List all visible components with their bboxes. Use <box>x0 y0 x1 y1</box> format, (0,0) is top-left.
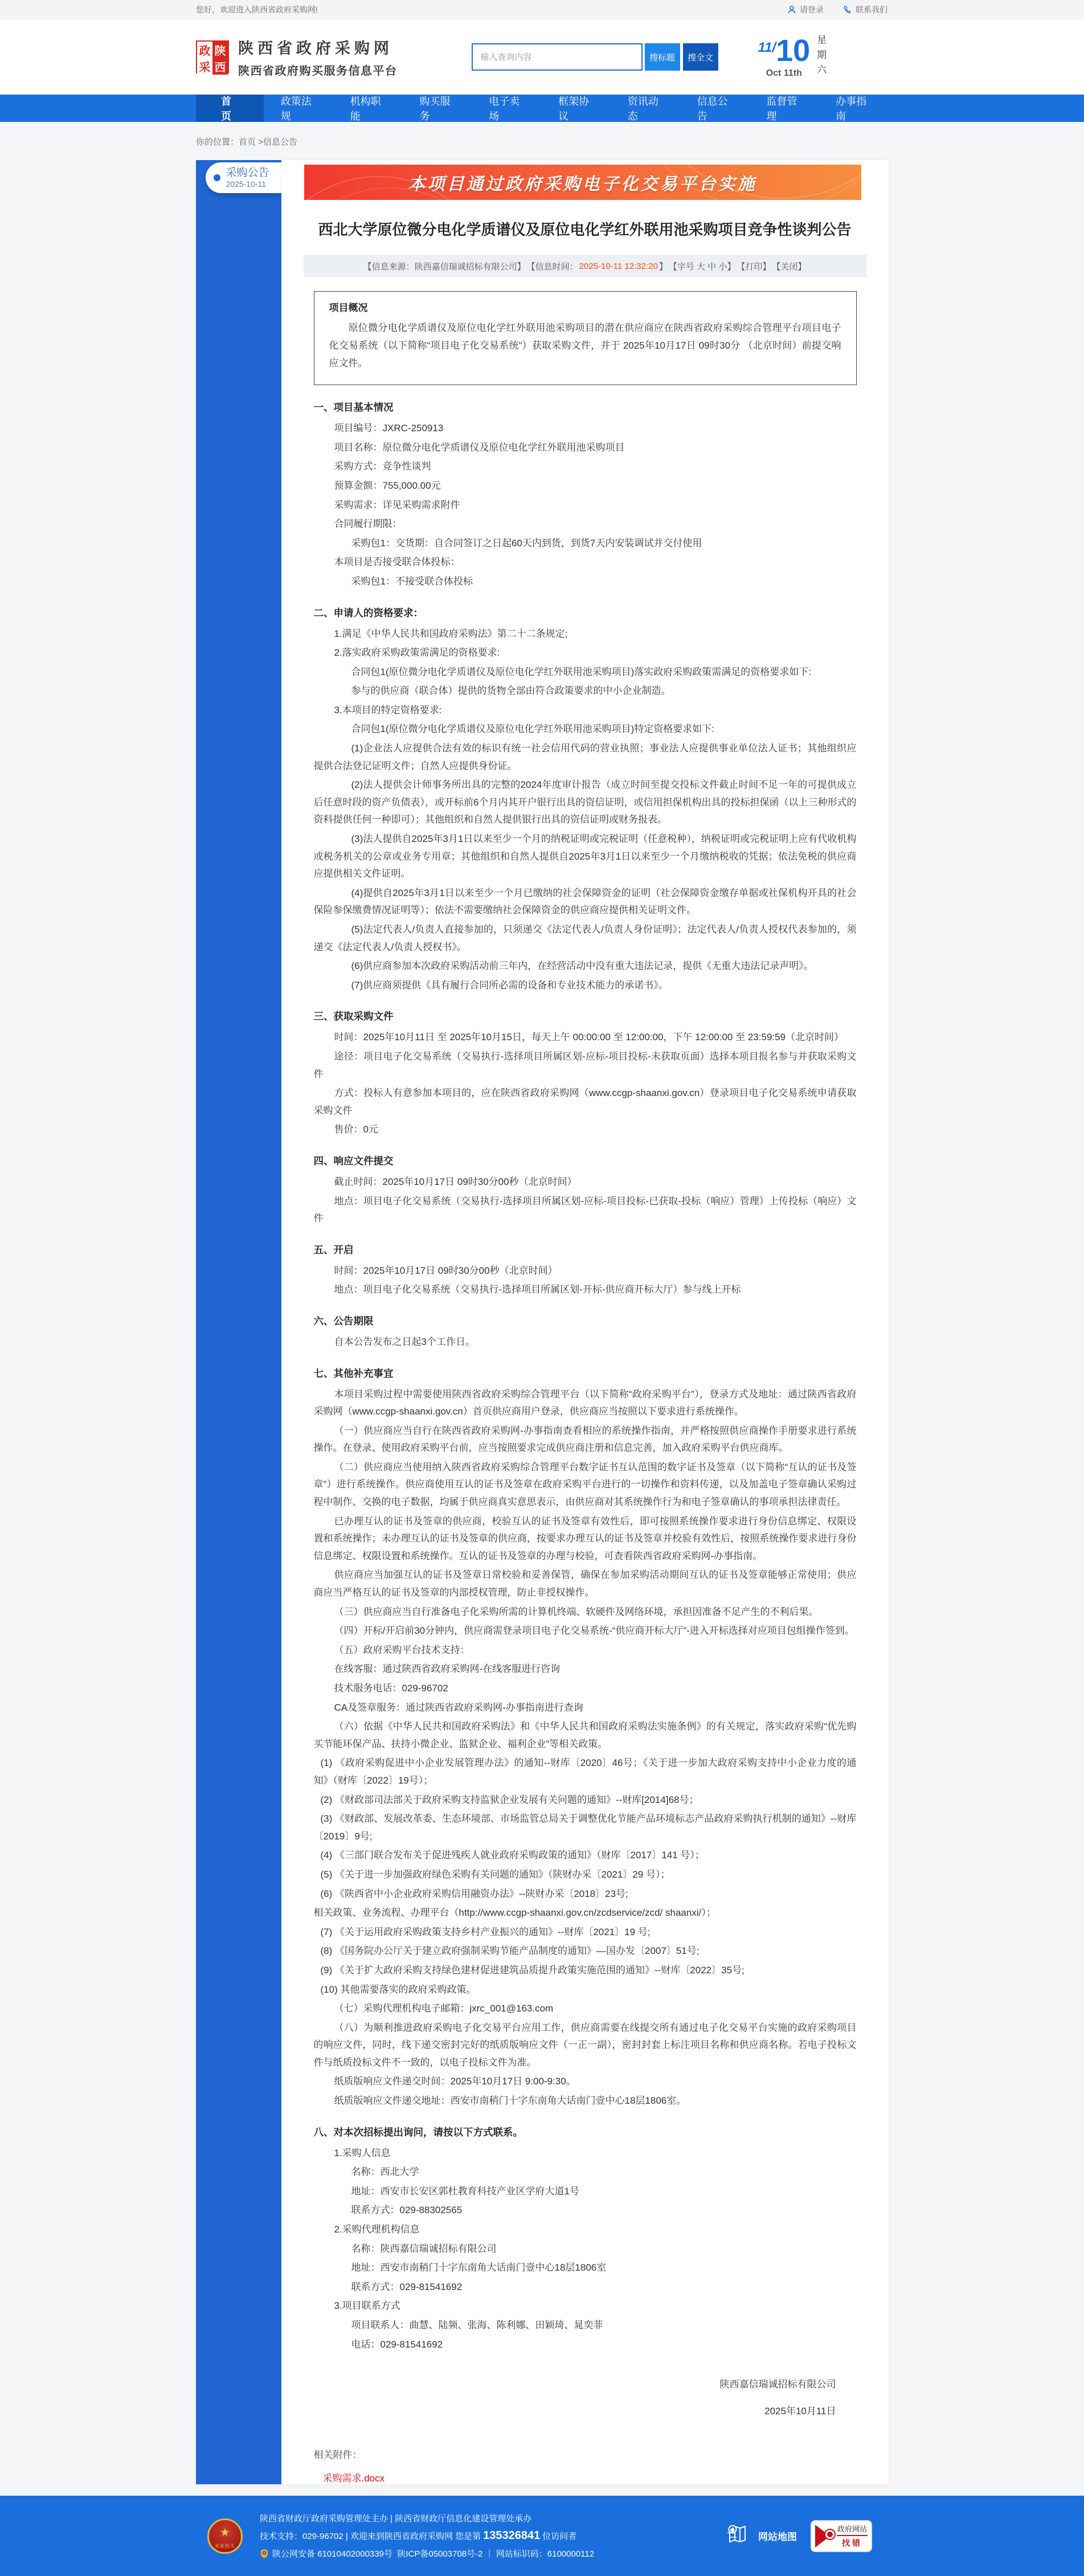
article-paragraph: 采购包1：不接受联合体投标 <box>351 575 473 587</box>
overview-text: 原位微分电化学质谱仪及原位电化学红外联用池采购项目的潜在供应商应在陕西省政府采购综合管理平台项目电子化交易系统（以下简称“项目电子化交易系统”）获取采购文件，并于 2025年10月17日 09时30分 （北京时间）前提交响应文件。 <box>329 322 841 369</box>
user-icon <box>787 5 796 14</box>
font-size-control[interactable]: 【字号 大 中 小】 <box>668 261 736 272</box>
footer-visitor-prefix: 技术支持：029-96702 | 欢迎来到陕西省政府采购网 您是第 <box>260 2532 481 2542</box>
weekday-char: 期 <box>817 50 827 60</box>
section-heading: 七、其他补充事宜 <box>313 1367 394 1379</box>
article-paragraph: (3) 《财政部、发展改革委、生态环境部、市场监管总局关于调整优化节能产品环境标志产品政府采购执行机制的通知》--财库〔2019〕9号; <box>313 1813 857 1842</box>
footer-visitor-suffix: 位访问者 <box>542 2532 577 2542</box>
sitemap-label: 网站地图 <box>758 2532 797 2543</box>
search-title-button[interactable]: 搜标题 <box>645 43 680 71</box>
article-paragraph: (2)法人提供会计师事务所出具的完整的2024年度审计报告（成立时间至提交投标文件截止时间不足一年的可提供成立后任意时段的资产负债表），或开标前6个月内其开户银行出具的资信证明，或信用担保机构出具的投标担保函（以上三种形式的资料提供任何一种即可）；其他组织和自然人提供银行出具的资信证明或财务报表。 <box>313 779 857 825</box>
article-paragraph: 参与的供应商（联合体）提供的货物全部由符合政策要求的中小企业制造。 <box>351 685 671 697</box>
contact-label: 联系我们 <box>856 5 887 14</box>
nav-item-6[interactable]: 框架协议 <box>558 96 590 122</box>
article-paragraph: 电话：029-81541692 <box>351 2338 443 2350</box>
login-label: 请登录 <box>800 5 824 14</box>
meta-time-prefix: 【信息时间： <box>526 261 578 272</box>
article-paragraph: 在线客服：通过陕西省政府采购网-在线客服进行咨询 <box>334 1663 561 1675</box>
article-paragraph: 纸质版响应文件递交地址：西安市南稍门十字东南角大话南门壹中心18层1806室。 <box>334 2095 686 2107</box>
close-button[interactable]: 【关闭】 <box>772 261 807 272</box>
breadcrumb-home-link[interactable]: 首页 <box>239 137 256 147</box>
article-paragraph: 1.采购人信息 <box>334 2147 391 2158</box>
article-paragraph: 项目名称：原位微分电化学质谱仪及原位电化学红外联用池采购项目 <box>334 441 625 453</box>
welcome-text: 您好，欢迎进入陕西省政府采购网! <box>196 5 318 14</box>
article-paragraph: 项目联系人：曲慧、陆频、张海、陈利娜、田颖琦、晁奕菲 <box>351 2320 603 2331</box>
article-paragraph: (1)企业法人应提供合法有效的标识有统一社会信用代码的营业执照；事业法人应提供事业单位法人证书；其他组织应提供合法登记证明文件；自然人应提供身份证。 <box>313 743 857 771</box>
attachment-link[interactable]: 采购需求.docx <box>322 2473 385 2484</box>
article-paragraph: 本项目采购过程中需要使用陕西省政府采购综合管理平台（以下简称“政府采购平台”），登录方式及地址：通过陕西省政府采购网（www.ccgp-shaanxi.gov.cn）首页供应商用户登录，供应商应当按照以下要求进行系统操作。 <box>313 1388 857 1417</box>
article-paragraph: (6)供应商参加本次政府采购活动前三年内，在经营活动中没有重大违法记录，提供《无重大违法记录声明》。 <box>351 960 813 972</box>
article-paragraph: 采购需求：详见采购需求附件 <box>334 499 460 510</box>
sidebar-tab-label: 采购公告 <box>226 166 269 179</box>
sitemap-link[interactable] <box>725 2522 797 2549</box>
article-paragraph: 3.本项目的特定资格要求: <box>334 704 442 715</box>
article-paragraph: CA及签章服务：通过陕西省政府采购网-办事指南进行查询 <box>334 1702 583 1713</box>
breadcrumb <box>196 122 888 160</box>
article-paragraph: （七）采购代理机构电子邮箱：jxrc_001@163.com <box>334 2003 554 2014</box>
logo-char: 政 <box>197 42 212 58</box>
article-paragraph: 地点：项目电子化交易系统（交易执行-选择项目所属区划-应标-项目投标-已获取-投标（响应）管理）上传投标（响应）文件 <box>313 1195 857 1224</box>
platform-banner <box>304 165 861 200</box>
article-paragraph: 名称：西北大学 <box>351 2166 419 2178</box>
login-link[interactable] <box>787 4 824 15</box>
article-paragraph: 预算金额：755,000.00元 <box>334 480 441 491</box>
search-input[interactable] <box>472 43 643 71</box>
article-paragraph: 联系方式：029-88302565 <box>351 2205 463 2216</box>
site-logo[interactable] <box>196 40 229 73</box>
search-bar <box>472 43 718 71</box>
article-paragraph: 纸质版响应文件递交时间：2025年10月17日 9:00-9:30。 <box>334 2076 576 2087</box>
gov-badge-line2: 找错 <box>842 2538 862 2548</box>
logo-char: 采 <box>197 58 212 75</box>
article-paragraph: 地址：西安市长安区郭杜教育科技产业区学府大道1号 <box>351 2185 579 2197</box>
section-heading: 八、对本次招标提出询问，请按以下方式联系。 <box>313 2126 523 2138</box>
article-paragraph: 联系方式：029-81541692 <box>351 2281 463 2292</box>
nav-item-10[interactable]: 办事指南 <box>836 96 867 122</box>
article-paragraph: (6) 《陕西省中小企业政府采购信用融资办法》--陕财办采〔2018〕23号; <box>320 1888 628 1899</box>
sitemap-icon <box>725 2522 749 2549</box>
article-paragraph: 方式：投标人有意参加本项目的，应在陕西省政府采购网（www.ccgp-shaanxi.gov.cn）登录项目电子化交易系统申请获取采购文件 <box>313 1087 857 1116</box>
article-paragraph: (1) 《政府采购促进中小企业发展管理办法》的通知--财库〔2020〕46号；《关于进一步加大政府采购支持中小企业力度的通知》（财库〔2022〕19号）； <box>313 1757 857 1786</box>
article-paragraph: 截止时间：2025年10月17日 09时30分00秒（北京时间） <box>334 1176 577 1187</box>
article-paragraph: 时间：2025年10月11日 至 2025年10月15日，每天上午 00:00:00 至 12:00:00，下午 12:00:00 至 23:59:59（北京时间） <box>334 1032 844 1043</box>
article-paragraph: （五）政府采购平台技术支持： <box>334 1644 470 1655</box>
article-paragraph: 2.采购代理机构信息 <box>334 2224 420 2235</box>
article-paragraph: (7) 《关于运用政府采购政策支持乡村产业振兴的通知》--财库〔2021〕19 号; <box>320 1926 651 1937</box>
signature-company: 陕西嘉信瑞诚招标有限公司 <box>719 2379 836 2390</box>
signature-date: 2025年10月11日 <box>764 2406 836 2417</box>
article-paragraph: (5) 《关于进一步加强政府绿色采购有关问题的通知》（陕财办采〔2021〕29 号）； <box>320 1868 670 1880</box>
phone-icon <box>843 5 852 14</box>
nav-item-3[interactable]: 机构职能 <box>350 96 381 122</box>
weekday-char: 六 <box>817 64 827 75</box>
party-government-emblem-icon: ★ 党政机关 <box>207 2518 243 2554</box>
article-paragraph: 名称：陕西嘉信瑞诚招标有限公司 <box>351 2243 497 2254</box>
nav-item-4[interactable]: 购买服务 <box>419 96 451 122</box>
nav-item-9[interactable]: 监督管理 <box>766 96 797 122</box>
site-subtitle: 陕西省政府购买服务信息平台 <box>238 65 398 77</box>
search-fulltext-button[interactable]: 搜全文 <box>683 43 718 71</box>
article-paragraph: （三）供应商应当自行准备电子化采购所需的计算机终端、软硬件及网络环境，承担因准备不足产生的不利后果。 <box>334 1606 819 1617</box>
article-paragraph: (8) 《国务院办公厅关于建立政府强制采购节能产品制度的通知》—国办发〔2007〕51号; <box>320 1945 700 1957</box>
breadcrumb-separator: > <box>256 137 263 147</box>
article-paragraph: 本项目是否接受联合体投标： <box>334 557 460 568</box>
gov-badge-line1: 政府网站 <box>837 2523 868 2536</box>
article-paragraph: (7)供应商须提供《具有履行合同所必需的设备和专业技术能力的承诺书》。 <box>351 979 668 991</box>
sidebar-tab-date: 2025-10-11 <box>226 179 267 189</box>
weekday-char: 星 <box>817 35 827 46</box>
article-paragraph: 1.满足《中华人民共和国政府采购法》第二十二条规定; <box>334 628 568 639</box>
gov-website-error-report-badge[interactable] <box>811 2520 872 2552</box>
section-heading: 一、项目基本情况 <box>313 402 394 414</box>
footer-beian-line <box>260 2548 594 2559</box>
attachments-list <box>314 2461 857 2484</box>
article-paragraph: (2) 《财政部司法部关于政府采购支持监狱企业发展有关问题的通知》--财库[2014]68号； <box>320 1794 699 1805</box>
article-paragraph: 地址：西安市南稍门十字东南角大话南门壹中心18层1806室 <box>351 2262 607 2274</box>
breadcrumb-prefix: 你的位置： <box>196 137 239 147</box>
article-paragraph: (4)提供自2025年3月1日以来至少一个月已缴纳的社会保障资金的证明（社会保障资金缴存单据或社保机构开具的社会保险参保缴费情况证明等）；依法不需要缴纳社会保障资金的供应商应提供相关证明文件。 <box>313 887 857 916</box>
article-paragraph: （八）为顺利推进政府采购电子化交易平台应用工作，供应商需要在线提交所有通过电子化交易平台实施的政府采购项目的响应文件，同时，线下递交密封完好的纸质版响应文件（一正一副），密封封套上标注项目名称和供应商名称。若电子投标文件与纸质投标文件不一致的，以电子投标文件为准。 <box>313 2022 857 2068</box>
article-paragraph: 供应商应当加强互认的证书及签章日常校验和妥善保管，确保在参加采购活动期间互认的证书及签章能够正常使用；供应商应当严格互认的证书及签章的内部授权管理，防止非授权操作。 <box>313 1569 857 1598</box>
breadcrumb-current[interactable]: 信息公告 <box>263 137 297 147</box>
nav-item-5[interactable]: 电子卖场 <box>489 96 520 122</box>
nav-item-1[interactable]: 首页 <box>196 95 264 122</box>
meta-time-value: 2025-10-11 12:32:20 <box>579 261 658 271</box>
article-content <box>281 291 889 2484</box>
date-english: Oct 11th <box>766 68 802 78</box>
article-paragraph: (3)法人提供自2025年3月1日以来至少一个月的纳税证明或完税证明（任意税种），纳税证明或完税证明上应有代收机构或税务机关的公章或业务专用章；其他组织和自然人提供自2025年3月1日以来至少一个月缴纳税收的凭据；依法免税的供应商应提供相关文件证明。 <box>313 833 857 880</box>
section-heading: 五、开启 <box>313 1244 354 1256</box>
footer-divider: ｜ <box>485 2549 494 2559</box>
article-paragraph: 地点：项目电子化交易系统（交易执行-选择项目所属区划-开标-供应商开标大厅）参与线上开标 <box>334 1284 741 1295</box>
bullet-dot-icon <box>214 174 220 181</box>
article-paragraph: 合同包1(原位微分电化学质谱仪及原位电化学红外联用池采购项目)特定资格要求如下: <box>351 723 714 735</box>
overview-heading: 项目概况 <box>329 302 368 314</box>
article-paragraph: 已办理互认的证书及签章的供应商，校验互认的证书及签章有效性后，即可按照系统操作要求进行身份信息绑定、权限设置和系统操作；未办理互认的证书及签章的供应商，按要求办理互认的证书及签章并校验有效性后，按照系统操作要求进行身份信息绑定、权限设置和系统操作。互认的证书及签章的办理与校验，可查看陕西省政府采购网-办事指南。 <box>313 1515 857 1561</box>
date-weekday <box>817 35 827 79</box>
site-header <box>0 19 1084 95</box>
article-paragraph: （六）依据《中华人民共和国政府采购法》和《中华人民共和国政府采购法实施条例》的有关规定，落实政府采购“优先购买节能环保产品、扶持小微企业、监狱企业、福利企业”等相关政策。 <box>313 1721 857 1749</box>
emblem-text: 党政机关 <box>215 2543 235 2549</box>
article-paragraph: 技术服务电话：029-96702 <box>334 1683 448 1694</box>
section-heading: 二、申请人的资格要求： <box>313 607 423 619</box>
project-overview-box <box>314 291 857 385</box>
article-paragraph: 售价：0元 <box>334 1124 378 1135</box>
article-paragraph: 时间：2025年10月17日 09时30分00秒（北京时间） <box>334 1265 558 1276</box>
banner-text: 本项目通过政府采购电子化交易平台实施 <box>408 175 757 194</box>
section-heading: 四、响应文件提交 <box>313 1155 394 1167</box>
article-paragraph: （四）开标/开启前30分钟内，供应商需登录项目电子化交易系统-“供应商开标大厅”-进入开标选择对应项目包组操作签到。 <box>334 1625 854 1637</box>
print-button[interactable]: 【打印】 <box>737 261 771 272</box>
date-day: 10 <box>776 34 811 68</box>
contact-link[interactable] <box>843 4 887 15</box>
article-paragraph: 途径：项目电子化交易系统（交易执行-选择项目所属区划-应标-项目投标-未获取页面）选择本项目报名参与并获取采购文件 <box>313 1050 857 1080</box>
nav-item-7[interactable]: 资讯动态 <box>627 96 658 122</box>
article-paragraph: 合同包1(原位微分电化学质谱仪及原位电化学红外联用池采购项目)落实政府采购政策需满足的资格要求如下: <box>351 666 811 677</box>
article-paragraph: (9) 《关于扩大政府采购支持绿色建材促进建筑品质提升政策实施范围的通知》--财库〔2022〕35号; <box>320 1964 745 1976</box>
page-area <box>0 122 1084 2496</box>
article-paragraph: 项目编号：JXRC-250913 <box>334 423 444 434</box>
date-widget <box>758 35 827 79</box>
footer-icp[interactable]: 陕ICP备05003708号-2 <box>397 2549 483 2559</box>
site-footer <box>0 2496 1084 2576</box>
footer-site-code: 网站标识码：6100000112 <box>496 2549 595 2559</box>
article-body <box>314 400 857 2353</box>
main-nav <box>0 95 1084 122</box>
footer-organizer-line: 陕西省财政厅政府采购管理处主办 | 陕西省财政厅信息化建设管理处承办 <box>260 2514 532 2524</box>
article-paragraph: 相关政策、业务流程、办理平台（http://www.ccgp-shaanxi.gov.cn/zcdservice/zcd/ shaanxi/）； <box>313 1907 716 1919</box>
footer-visitor-line <box>260 2529 594 2542</box>
article-paragraph: （二）供应商应当使用纳入陕西省政府采购综合管理平台数字证书互认范围的数字证书及签章（以下简称“互认的证书及签章”）进行系统操作。供应商使用互认的证书及签章在政府采购平台进行的一切操作和资料传递，以及加盖电子签章确认采购过程中制作、交换的电子数据，均属于供应商真实意思表示，由供应商对其系统操作行为和电子签章确认的事项承担法律责任。 <box>313 1461 857 1508</box>
top-bar <box>0 0 1084 19</box>
page-title: 西北大学原位微分电化学质谱仪及原位电化学红外联用池采购项目竞争性谈判公告 <box>318 221 852 238</box>
attachments-label: 相关附件： <box>313 2450 362 2461</box>
attachments-section <box>314 2447 857 2484</box>
article-card <box>281 160 889 2484</box>
article-paragraph: 合同履行期限： <box>334 518 402 530</box>
signature-block <box>314 2376 857 2417</box>
footer-beian[interactable]: 陕公网安备 61010402000339号 <box>272 2549 392 2559</box>
article-paragraph: (10) 其他需要落实的政府采购政策。 <box>320 1984 476 1995</box>
article-meta-bar <box>304 255 866 277</box>
nav-item-2[interactable]: 政策法规 <box>280 96 312 122</box>
article-paragraph: 2.落实政府采购政策需满足的资格要求: <box>334 647 500 659</box>
article-paragraph: 采购包1：交货期：自合同签订之日起60天内到货，到货7天内安装调试并交付使用 <box>351 537 702 549</box>
article-paragraph: (5)法定代表人/负责人直接参加的，只须递交《法定代表人/负责人身份证明》；法定代表人/负责人授权代表参加的，须递交《法定代表人/负责人授权书》。 <box>313 924 857 952</box>
flag-magnifier-icon <box>815 2525 835 2548</box>
police-badge-icon <box>260 2549 269 2558</box>
logo-char: 西 <box>212 58 228 75</box>
section-heading: 六、公告期限 <box>313 1315 374 1327</box>
logo-char: 陕 <box>212 42 228 58</box>
article-paragraph: （一）供应商应当自行在陕西省政府采购网-办事指南查看相应的系统操作指南，并严格按照供应商操作手册要求进行系统操作。在登录、使用政府采购平台前，应当按照要求完成供应商注册和信息完善，加入政府采购平台供应商库。 <box>313 1425 857 1454</box>
sidebar-strip <box>196 160 281 2484</box>
meta-source: 【信息来源：陕西嘉信瑞诚招标有限公司】 <box>363 261 526 272</box>
visitor-count: 135326841 <box>483 2529 541 2542</box>
article-paragraph: 自本公告发布之日起3个工作日。 <box>334 1336 475 1347</box>
article-paragraph: 3.项目联系方式 <box>334 2300 400 2312</box>
site-name: 陕西省政府采购网 <box>238 40 393 57</box>
article-paragraph: 采购方式：竞争性谈判 <box>334 461 431 472</box>
nav-item-8[interactable]: 信息公告 <box>697 96 728 122</box>
article-paragraph: (4) 《三部门联合发布关于促进残疾人就业政府采购政策的通知》（财库〔2017〕141 号）； <box>320 1850 705 1861</box>
meta-time-suffix: 】 <box>658 261 668 272</box>
date-month: 11/ <box>758 40 776 55</box>
sidebar-tab-procurement-notice[interactable] <box>206 162 281 193</box>
section-heading: 三、获取采购文件 <box>313 1011 394 1023</box>
